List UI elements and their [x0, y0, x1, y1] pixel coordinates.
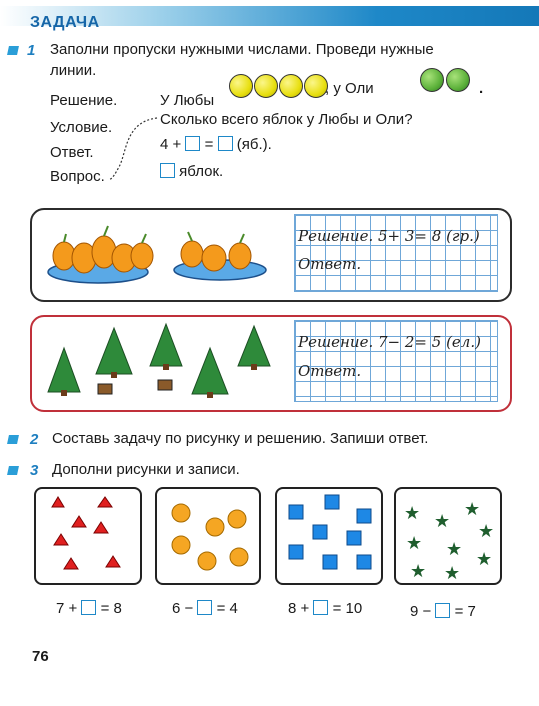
label-solution: Решение. [50, 92, 118, 109]
equation-left: 6 − [172, 600, 194, 617]
squares-box [275, 487, 383, 585]
statement-end: . [479, 80, 484, 97]
answer-box[interactable] [81, 600, 96, 615]
task3-bullet [7, 466, 19, 475]
solution-unit: (яб.). [236, 136, 272, 153]
triangles-picture [36, 489, 140, 583]
green-apples [420, 68, 470, 92]
equation-left: 8 + [288, 600, 310, 617]
equation-2 [172, 600, 238, 617]
equation-right: = 4 [216, 600, 238, 617]
equation-3 [288, 600, 362, 617]
connector-line [105, 112, 165, 184]
pears-illustration [42, 218, 272, 288]
pears-grid [294, 214, 498, 292]
solution-eq: = [204, 136, 214, 153]
triangles-box [34, 487, 142, 585]
task2-number: 2 [30, 431, 39, 448]
equation-right: = 7 [454, 603, 476, 620]
task1-instruction-line2: линии. [50, 62, 97, 79]
trees-illustration [40, 322, 280, 402]
equation-left: 7 + [56, 600, 78, 617]
task2-bullet [7, 435, 19, 444]
yellow-apple-icon [254, 74, 278, 98]
equation-1 [56, 600, 122, 617]
label-condition: Условие. [50, 119, 113, 136]
green-apple-icon [446, 68, 470, 92]
svg-text:★: ★ [404, 503, 421, 524]
section-title: ЗАДАЧА [30, 14, 100, 31]
svg-text:★: ★ [464, 499, 481, 520]
yellow-apples [229, 74, 328, 98]
yellow-apple-icon [279, 74, 303, 98]
svg-text:★: ★ [434, 511, 451, 532]
svg-text:★: ★ [476, 549, 493, 570]
svg-text:★: ★ [444, 563, 461, 583]
circles-box [155, 487, 261, 585]
task1-bullet [7, 46, 19, 55]
task1-instruction-line1: Заполни пропуски нужными числами. Проведи нужные [50, 41, 434, 58]
circles-picture [157, 489, 259, 583]
trees-answer: Ответ. [298, 362, 362, 380]
page-number: 76 [32, 648, 49, 665]
svg-text:★: ★ [410, 561, 427, 582]
task2-text: Составь задачу по рисунку и решению. Запиши ответ. [52, 430, 429, 447]
answer-box[interactable] [435, 603, 450, 618]
task3-text: Дополни рисунки и записи. [52, 461, 240, 478]
answer-box[interactable] [313, 600, 328, 615]
squares-picture [277, 489, 381, 583]
answer-unit: яблок. [179, 163, 224, 180]
svg-text:★: ★ [406, 533, 423, 554]
answer-row [160, 163, 223, 180]
equation-right: = 10 [332, 600, 363, 617]
label-answer: Ответ. [50, 144, 94, 161]
pears-solution: Решение. 5+ 3= 8 (гр.) [298, 227, 480, 245]
equation-4 [410, 603, 476, 620]
stars-box [394, 487, 502, 585]
label-question: Вопрос. [50, 168, 105, 185]
green-apple-icon [420, 68, 444, 92]
statement-mid: , у Оли [325, 80, 374, 97]
pears-answer: Ответ. [298, 255, 362, 273]
statement-start: У Любы [160, 92, 215, 109]
equation-left: 9 − [410, 603, 432, 620]
task1-number: 1 [27, 42, 36, 59]
svg-text:★: ★ [446, 539, 463, 560]
answer-box[interactable] [218, 136, 233, 151]
answer-box[interactable] [185, 136, 200, 151]
task3-number: 3 [30, 462, 39, 479]
svg-text:★: ★ [478, 521, 495, 542]
solution-start: 4 + [160, 136, 182, 153]
equation-right: = 8 [100, 600, 122, 617]
question-text: Сколько всего яблок у Любы и Оли? [160, 111, 413, 128]
trees-solution: Решение. 7− 2= 5 (ел.) [298, 333, 481, 351]
stars-picture [396, 489, 500, 583]
yellow-apple-icon [229, 74, 253, 98]
solution-row [160, 136, 272, 153]
answer-box[interactable] [197, 600, 212, 615]
